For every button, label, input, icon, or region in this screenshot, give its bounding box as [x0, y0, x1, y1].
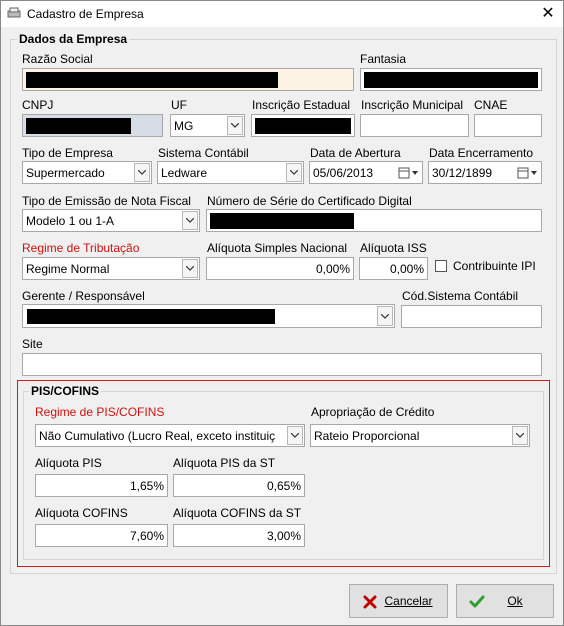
- chevron-down-icon[interactable]: [286, 163, 302, 182]
- regime-pis-label: Regime de PIS/COFINS: [35, 405, 165, 419]
- tipo-emissao-label: Tipo de Emissão de Nota Fiscal: [22, 194, 191, 208]
- redacted-block: [255, 118, 351, 134]
- cnpj-label: CNPJ: [22, 98, 54, 112]
- aliquota-pis-st-input[interactable]: 0,65%: [173, 474, 305, 497]
- redacted-block: [26, 118, 131, 134]
- regime-pis-value: Não Cumulativo (Lucro Real, exceto instituiç: [39, 428, 276, 443]
- chevron-down-icon[interactable]: [287, 426, 303, 445]
- aliquota-cofins-label: Alíquota COFINS: [35, 506, 128, 520]
- contribuinte-ipi-checkbox[interactable]: [435, 260, 447, 272]
- uf-label: UF: [171, 98, 187, 112]
- app-icon: [7, 7, 21, 19]
- calendar-icon[interactable]: [397, 163, 421, 182]
- cnae-label: CNAE: [474, 98, 508, 112]
- chevron-down-icon[interactable]: [182, 259, 198, 278]
- data-abertura-value: 05/06/2013: [313, 165, 374, 180]
- fantasia-input[interactable]: [360, 68, 542, 91]
- razao-social-label: Razão Social: [22, 52, 93, 66]
- cancel-button-label: Cancelar: [384, 594, 433, 608]
- redacted-block: [27, 309, 275, 324]
- cnpj-input[interactable]: [22, 114, 163, 137]
- inscricao-estadual-input[interactable]: [251, 114, 355, 137]
- title-bar: [1, 1, 563, 27]
- regime-tributacao-value: Regime Normal: [26, 261, 110, 276]
- site-input[interactable]: [22, 353, 542, 376]
- pis-group-title: PIS/COFINS: [31, 384, 100, 398]
- chevron-down-icon[interactable]: [134, 163, 150, 182]
- data-encerramento-picker[interactable]: [428, 161, 542, 184]
- inscricao-estadual-label: Inscrição Estadual: [252, 98, 351, 112]
- sistema-contabil-label: Sistema Contábil: [158, 146, 249, 160]
- ok-button-label: Ok: [507, 594, 523, 608]
- aliquota-pis-input[interactable]: 1,65%: [35, 474, 168, 497]
- regime-tributacao-label: Regime de Tributação: [22, 241, 140, 255]
- numero-serie-input[interactable]: [206, 209, 542, 232]
- data-abertura-label: Data de Abertura: [310, 146, 401, 160]
- tipo-emissao-select[interactable]: [22, 209, 200, 232]
- gerente-label: Gerente / Responsável: [22, 289, 145, 303]
- data-abertura-picker[interactable]: [309, 161, 423, 184]
- cancel-button[interactable]: [349, 584, 448, 618]
- dados-group-title: Dados da Empresa: [19, 32, 128, 46]
- window-title: Cadastro de Empresa: [27, 7, 144, 21]
- chevron-down-icon[interactable]: [182, 211, 198, 230]
- aliquota-cofins-st-label: Alíquota COFINS da ST: [173, 506, 302, 520]
- cod-sistema-label: Cód.Sistema Contábil: [402, 289, 519, 303]
- sistema-contabil-value: Ledware: [161, 165, 208, 180]
- gerente-select[interactable]: [22, 304, 395, 328]
- chevron-down-icon[interactable]: [227, 116, 243, 135]
- aliquota-simples-label: Alíquota Simples Nacional: [207, 241, 348, 255]
- uf-select[interactable]: [170, 114, 245, 137]
- regime-tributacao-select[interactable]: [22, 257, 200, 280]
- aliquota-pis-st-label: Alíquota PIS da ST: [173, 456, 276, 470]
- apropriacao-label: Apropriação de Crédito: [311, 405, 435, 419]
- inscricao-municipal-input[interactable]: [360, 114, 469, 137]
- calendar-icon[interactable]: [516, 163, 540, 182]
- razao-social-input[interactable]: [22, 68, 354, 91]
- tipo-emissao-value: Modelo 1 ou 1-A: [26, 213, 115, 228]
- aliquota-cofins-input[interactable]: 7,60%: [35, 524, 168, 547]
- apropriacao-select[interactable]: [310, 424, 530, 447]
- fantasia-label: Fantasia: [360, 52, 407, 66]
- inscricao-municipal-label: Inscrição Municipal: [361, 98, 464, 112]
- apropriacao-value: Rateio Proporcional: [314, 428, 420, 443]
- contribuinte-ipi-label[interactable]: Contribuinte IPI: [453, 259, 536, 273]
- aliquota-simples-input[interactable]: 0,00%: [206, 257, 354, 280]
- aliquota-cofins-st-input[interactable]: 3,00%: [173, 524, 305, 547]
- cnae-input[interactable]: [474, 114, 542, 137]
- sistema-contabil-select[interactable]: [157, 161, 304, 184]
- site-label: Site: [22, 337, 43, 351]
- close-button[interactable]: ✕: [541, 5, 555, 22]
- aliquota-iss-label: Alíquota ISS: [360, 241, 427, 255]
- aliquota-pis-label: Alíquota PIS: [35, 456, 102, 470]
- tipo-empresa-select[interactable]: [22, 161, 152, 184]
- data-encerramento-value: 30/12/1899: [432, 165, 493, 180]
- cod-sistema-input[interactable]: [401, 305, 542, 328]
- redacted-block: [26, 72, 278, 88]
- aliquota-iss-input[interactable]: 0,00%: [359, 257, 428, 280]
- redacted-block: [364, 72, 538, 88]
- chevron-down-icon[interactable]: [377, 306, 393, 326]
- data-encerramento-label: Data Encerramento: [429, 146, 534, 160]
- uf-select-value: MG: [174, 118, 194, 133]
- numero-serie-label: Número de Série do Certificado Digital: [207, 194, 412, 208]
- tipo-empresa-label: Tipo de Empresa: [22, 146, 113, 160]
- ok-button[interactable]: [456, 584, 554, 618]
- redacted-block: [210, 213, 354, 229]
- tipo-empresa-value: Supermercado: [26, 165, 105, 180]
- regime-pis-select[interactable]: [35, 424, 305, 447]
- chevron-down-icon[interactable]: [512, 426, 528, 445]
